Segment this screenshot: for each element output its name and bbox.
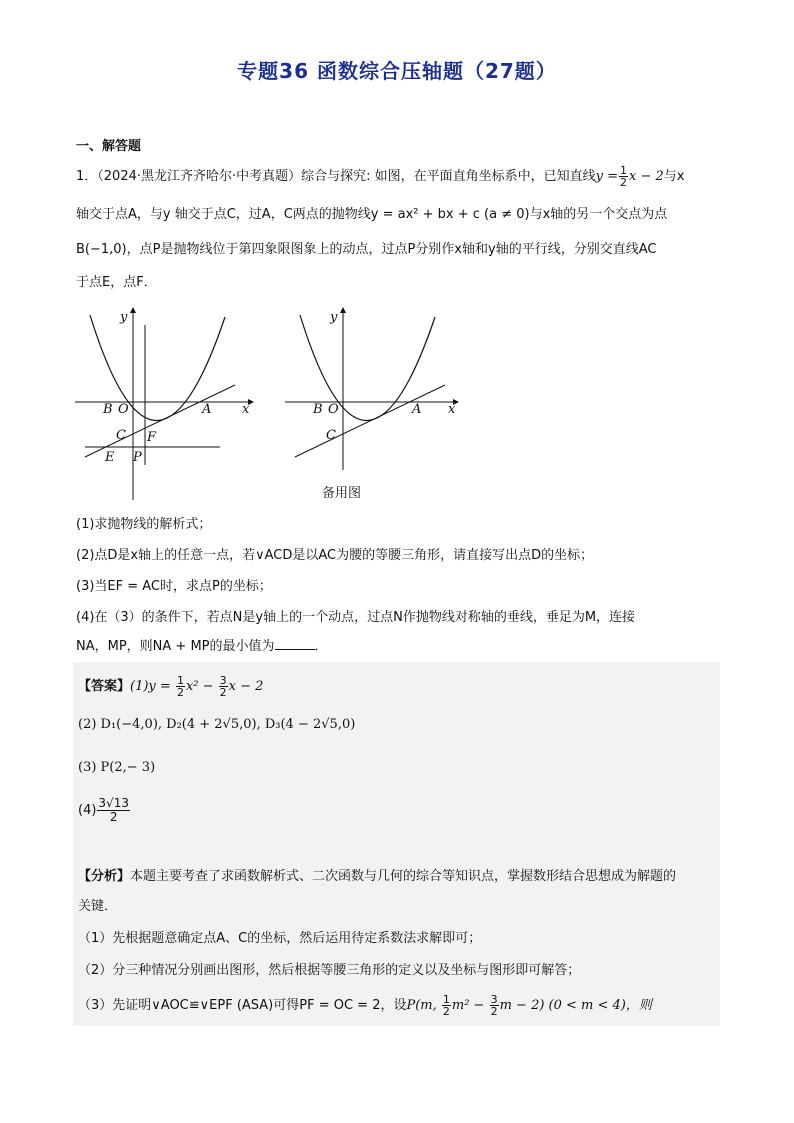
analysis-step-3-frac1 xyxy=(442,994,451,1017)
question-line-3: B(−1,0)，点P是抛物线位于第四象限图象上的动点，过点P分别作x轴和y轴的平行线，分别交直线AC xyxy=(76,242,657,257)
sub-question-end: ． xyxy=(314,639,328,654)
y-axis-arrow xyxy=(340,307,346,313)
figures xyxy=(70,305,470,505)
answer-4 xyxy=(78,797,131,824)
y-axis-arrow xyxy=(130,307,136,313)
answer-4-den: 2 xyxy=(109,810,118,824)
answer-1-frac2-den: 2 xyxy=(219,686,227,699)
answer-1-frac2-num: 3 xyxy=(219,674,227,687)
label-y: y xyxy=(330,310,338,325)
analysis-step-3-num2: 3 xyxy=(490,993,498,1006)
question-number: 1． xyxy=(76,169,98,184)
line-ac xyxy=(85,385,235,457)
question-source: （2024·黑龙江齐齐哈尔·中考真题） xyxy=(97,169,302,184)
page-title: 专题36 函数综合压轴题（27题） xyxy=(237,59,557,83)
answer-1-prefix: (1)y = xyxy=(130,679,175,694)
answer-4-num: 3√13 xyxy=(98,796,129,810)
answer-2: (2) D₁(−4,0), D₂(4 + 2√5,0), D₃(4 − 2√5,0) xyxy=(78,717,356,732)
answer-1-frac1-den: 2 xyxy=(176,686,184,699)
label-b: B xyxy=(103,402,113,417)
analysis-step-3-prefix: （3）先证明∨AOC≌∨EPF (ASA)可得PF = OC = 2，设 xyxy=(78,998,407,1013)
analysis-label: 【分析】 xyxy=(78,869,131,884)
line-frac-den: 2 xyxy=(620,176,628,189)
analysis-step-3-mid: m² − xyxy=(451,998,489,1013)
answer-4-frac xyxy=(97,797,130,824)
label-x: x xyxy=(448,402,456,417)
answer-3: (3) P(2,− 3) xyxy=(78,760,156,775)
question-line-1 xyxy=(76,165,721,188)
answer-1-frac1 xyxy=(176,675,185,698)
line-eq-prefix: y = xyxy=(595,169,619,184)
sub-question-4: (4)在（3）的条件下，若点N是y轴上的一个动点，过点N作抛物线对称轴的垂线，垂足为M，连接 xyxy=(76,610,636,625)
label-x: x xyxy=(242,402,250,417)
line-eq-suffix: x − 2 xyxy=(629,169,664,184)
analysis-step-3-den2: 2 xyxy=(490,1005,498,1018)
analysis-para-1b: 关键． xyxy=(78,899,118,914)
answer-blank xyxy=(275,637,315,650)
answer-1-frac1-num: 1 xyxy=(176,674,184,687)
analysis-step-1: （1）先根据题意确定点A、C的坐标，然后运用待定系数法求解即可； xyxy=(78,931,482,946)
analysis-text-1: 本题主要考查了求函数解析式、二次函数与几何的综合等知识点，掌握数形结合思想成为解题的 xyxy=(130,869,677,884)
label-p: P xyxy=(133,450,142,465)
analysis-step-3 xyxy=(78,994,718,1017)
label-a: A xyxy=(412,402,422,417)
answer-1-frac2 xyxy=(219,675,228,698)
sub-question-4-cont xyxy=(76,637,716,657)
label-b: B xyxy=(313,402,323,417)
sub-question-2: (2)点D是x轴上的任意一点，若∨ACD是以AC为腰的等腰三角形，请直接写出点D的坐标； xyxy=(76,548,594,563)
answer-4-prefix: (4) xyxy=(78,803,97,818)
analysis-step-3-num1: 1 xyxy=(442,993,450,1006)
question-intro: 综合与探究: 如图，在平面直角坐标系中，已知直线 xyxy=(301,169,596,184)
label-y: y xyxy=(120,310,128,325)
sub-question-1: (1)求抛物线的解析式； xyxy=(76,517,212,532)
sub-question-4-text: NA，MP，则NA + MP的最小值为 xyxy=(76,639,275,654)
analysis-para-1 xyxy=(78,866,718,888)
label-f: F xyxy=(147,430,157,445)
line-frac-num: 1 xyxy=(620,164,628,177)
analysis-step-2: （2）分三种情况分别画出图形，然后根据等腰三角形的定义以及坐标与图形即可解答； xyxy=(78,963,581,978)
answer-label: 【答案】 xyxy=(78,679,131,694)
analysis-step-3-den1: 2 xyxy=(442,1005,450,1018)
answer-1-end: x − 2 xyxy=(228,679,264,694)
label-c: C xyxy=(326,428,336,443)
answer-1 xyxy=(78,675,263,698)
question-line-2: 轴交于点A，与y 轴交于点C，过A，C两点的抛物线y = ax² + bx + c (a ≠ 0)与x轴的另一个交点为点 xyxy=(76,207,668,222)
answer-1-mid: x² − xyxy=(185,679,218,694)
label-o: O xyxy=(118,402,129,417)
line-ac xyxy=(295,385,445,457)
line-eq-fraction xyxy=(619,165,628,188)
figure-main xyxy=(75,307,254,500)
figure-backup xyxy=(285,307,459,470)
question-line-4: 于点E，点F． xyxy=(76,275,157,290)
analysis-step-3-end: m − 2) (0 < m < 4)，则 xyxy=(499,998,652,1013)
analysis-step-3-frac2 xyxy=(490,994,499,1017)
sub-question-3: (3)当EF = AC时，求点P的坐标； xyxy=(76,579,272,594)
label-a: A xyxy=(202,402,212,417)
label-c: C xyxy=(116,428,126,443)
analysis-step-3-p: P(m, xyxy=(406,998,441,1013)
label-e: E xyxy=(105,450,115,465)
question-intro-after: 与x xyxy=(663,169,685,184)
figure-caption: 备用图 xyxy=(322,486,362,501)
section-heading: 一、解答题 xyxy=(76,139,142,154)
label-o: O xyxy=(328,402,339,417)
